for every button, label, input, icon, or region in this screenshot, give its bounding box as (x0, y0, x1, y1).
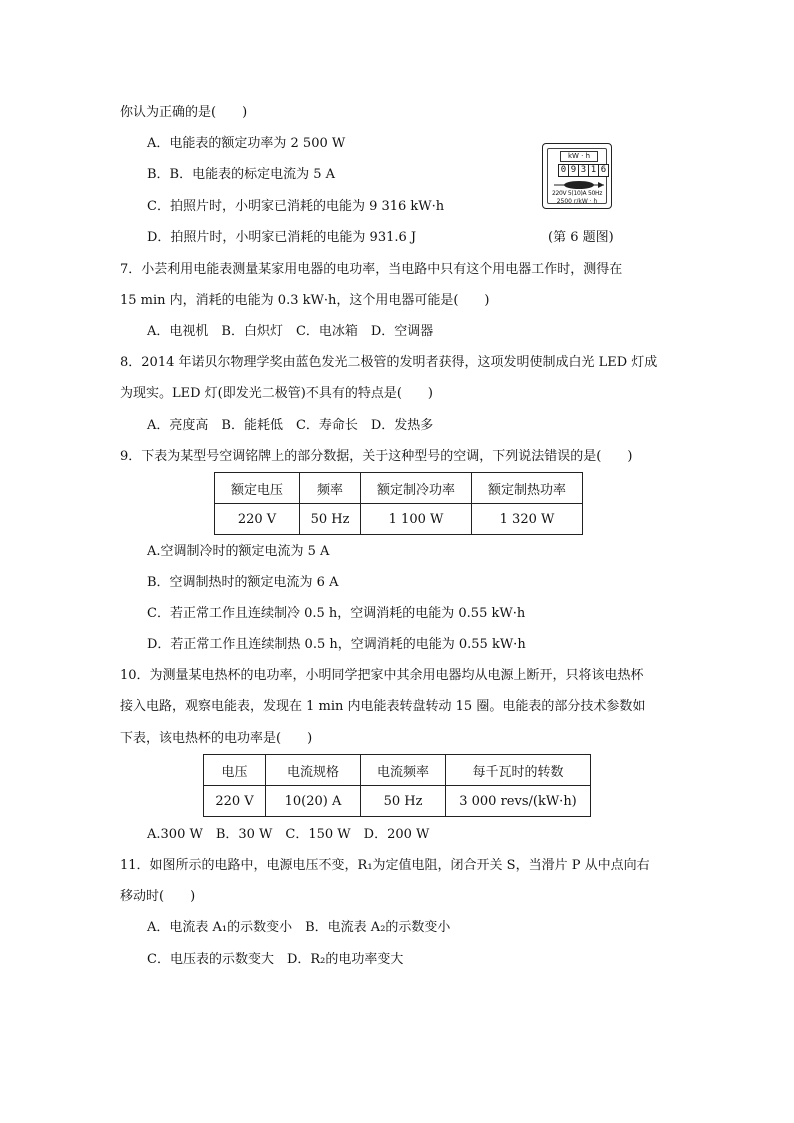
q9-option-a: A.空调制冷时的额定电流为 5 A (147, 544, 330, 559)
table-header-cell: 额定制热功率 (472, 473, 583, 504)
meter-digit: 9 (568, 164, 579, 177)
table-cell: 220 V (215, 504, 300, 535)
q7-stem-line1: 7．小芸利用电能表测量某家用电器的电功率，当电路中只有这个用电器工作时，测得在 (120, 262, 623, 277)
meter-digit: 3 (578, 164, 589, 177)
q7-stem-line2: 15 min 内，消耗的电能为 0.3 kW·h，这个用电器可能是( ) (120, 293, 490, 308)
q8-stem-line2: 为现实。LED 灯(即发光二极管)不具有的特点是( ) (120, 386, 433, 401)
meter-spec-line2: 2500 r/kW · h (556, 198, 598, 205)
table-header-cell: 每千瓦时的转数 (446, 755, 591, 786)
q10-stem-line2: 接入电路，观察电能表，发现在 1 min 内电能表转盘转动 15 圈。电能表的部分技术参数如 (120, 699, 646, 714)
meter-digit: 1 (588, 164, 599, 177)
q6-option-c: C．拍照片时，小明家已消耗的电能为 9 316 kW·h (147, 199, 445, 214)
table-header-cell: 电流频率 (361, 755, 446, 786)
electric-meter-figure (542, 143, 612, 209)
table-cell: 3 000 revs/(kW·h) (446, 786, 591, 817)
meter-digits (558, 164, 608, 177)
table-header-cell: 额定电压 (215, 473, 300, 504)
q6-figure-caption: (第 6 题图) (548, 230, 614, 245)
table-cell: 1 320 W (472, 504, 583, 535)
q11-stem-line1: 11．如图所示的电路中，电源电压不变，R₁为定值电阻，闭合开关 S，当滑片 P 从中点向右 (120, 858, 650, 873)
meter-face (547, 148, 607, 204)
meter-disc-icon (554, 180, 604, 190)
q8-options: A．亮度高 B．能耗低 C．寿命长 D．发热多 (147, 418, 434, 433)
q7-options: A．电视机 B．白炽灯 C．电冰箱 D．空调器 (147, 324, 434, 339)
meter-spec-line1: 220V 5(10)A 50Hz (551, 190, 603, 197)
q9-option-c: C．若正常工作且连续制冷 0.5 h，空调消耗的电能为 0.55 kW·h (147, 606, 526, 621)
table-header-row (204, 755, 591, 786)
meter-unit-label: kW · h (560, 151, 598, 162)
q6-stem: 你认为正确的是( ) (120, 105, 248, 120)
table-cell: 1 100 W (361, 504, 472, 535)
q10-stem-line3: 下表，该电热杯的电功率是( ) (120, 731, 313, 746)
table-cell: 50 Hz (300, 504, 361, 535)
q6-option-b: B．B．电能表的标定电流为 5 A (147, 167, 336, 182)
q11-stem-line2: 移动时( ) (120, 889, 196, 904)
q6-option-a: A．电能表的额定功率为 2 500 W (147, 136, 346, 151)
table-row (204, 786, 591, 817)
q6-option-d: D．拍照片时，小明家已消耗的电能为 931.6 J (147, 230, 417, 245)
q11-options-line1: A．电流表 A₁的示数变小 B．电流表 A₂的示数变小 (147, 920, 451, 935)
table-cell: 10(20) A (266, 786, 361, 817)
meter-digit: 0 (558, 164, 569, 177)
table-header-cell: 频率 (300, 473, 361, 504)
q10-stem-line1: 10．为测量某电热杯的电功率，小明同学把家中其余用电器均从电源上断开，只将该电热杯 (120, 668, 644, 683)
q9-stem: 9．下表为某型号空调铭牌上的部分数据，关于这种型号的空调，下列说法错误的是( ) (120, 449, 633, 464)
table-cell: 50 Hz (361, 786, 446, 817)
table-header-cell: 电流规格 (266, 755, 361, 786)
table-header-row (215, 473, 583, 504)
q9-option-d: D．若正常工作且连续制热 0.5 h，空调消耗的电能为 0.55 kW·h (147, 637, 526, 652)
q9-aircon-spec-table (214, 472, 583, 535)
q10-meter-spec-table (203, 754, 591, 817)
table-header-cell: 电压 (204, 755, 266, 786)
q10-options: A.300 W B．30 W C．150 W D．200 W (147, 827, 430, 842)
q9-option-b: B．空调制热时的额定电流为 6 A (147, 575, 339, 590)
q11-options-line2: C．电压表的示数变大 D．R₂的电功率变大 (147, 952, 404, 967)
meter-digit-decimal: 6 (598, 164, 609, 177)
table-header-cell: 额定制冷功率 (361, 473, 472, 504)
q8-stem-line1: 8．2014 年诺贝尔物理学奖由蓝色发光二极管的发明者获得，这项发明使制成白光 LED 灯成 (120, 355, 658, 370)
table-row (215, 504, 583, 535)
table-cell: 220 V (204, 786, 266, 817)
